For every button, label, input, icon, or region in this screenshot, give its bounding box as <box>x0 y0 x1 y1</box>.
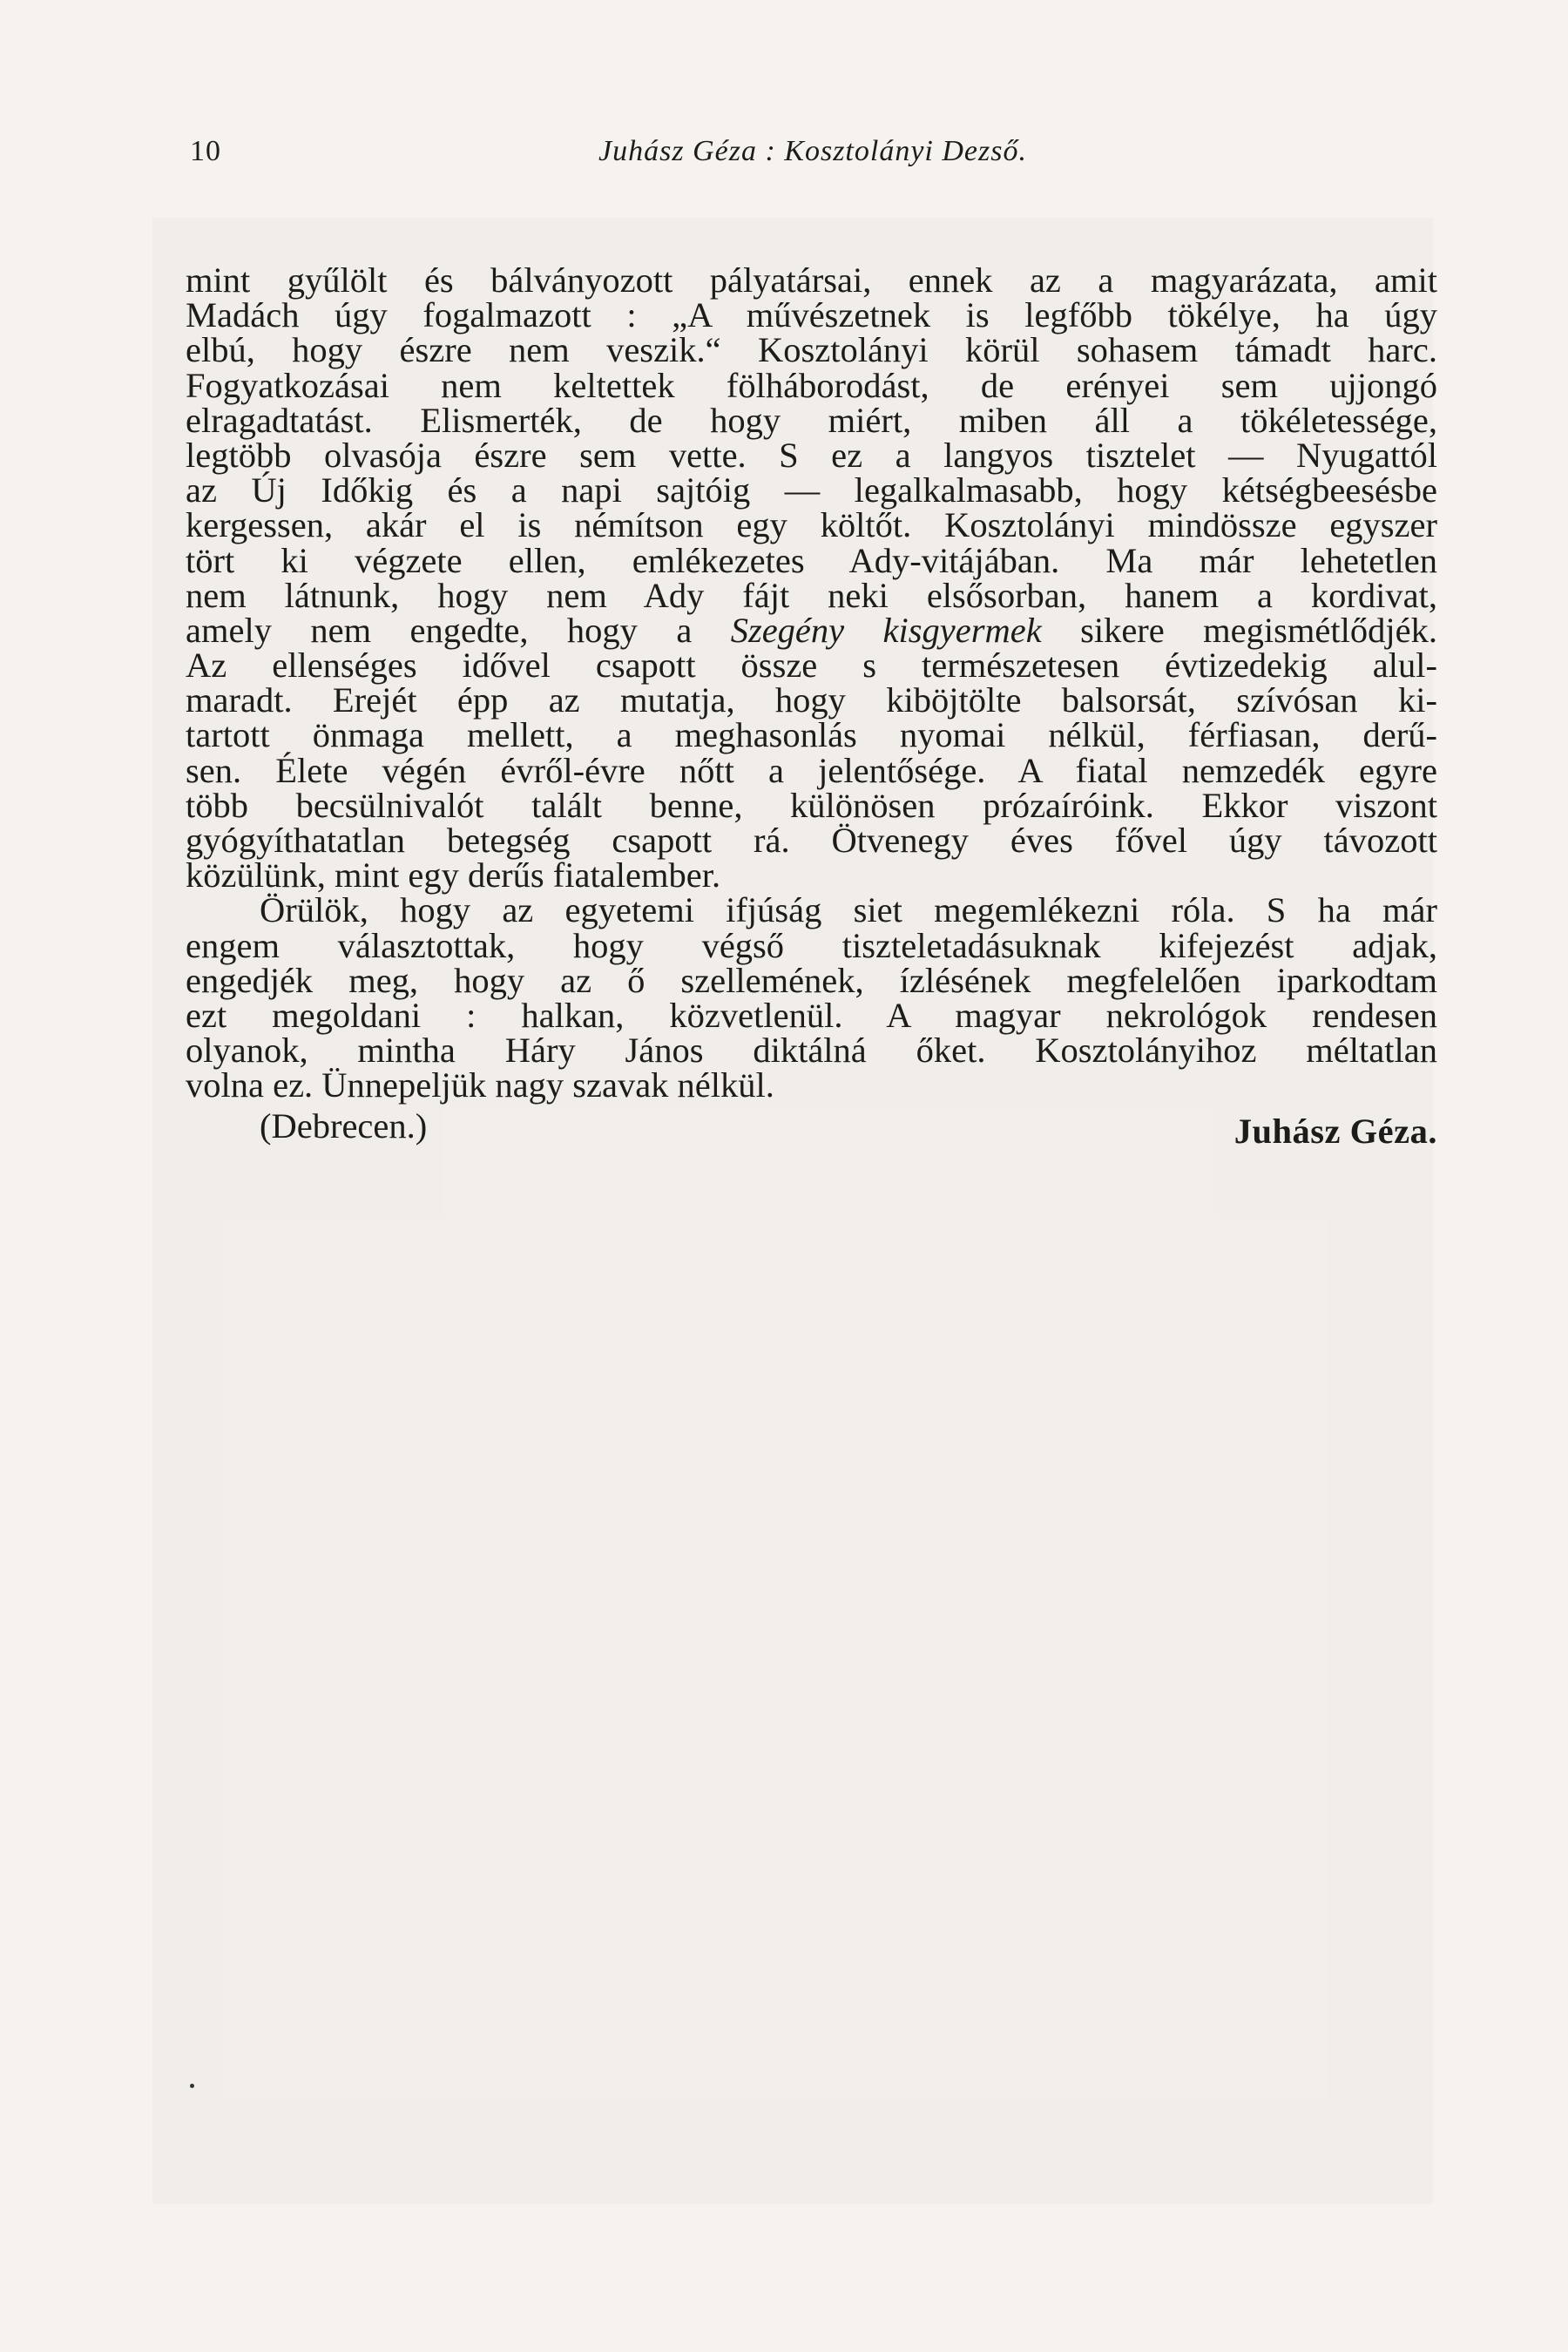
text-line: az Új Időkig és a napi sajtóig — legalkalmasabb, hogy kétségbeesésbe <box>186 470 1437 510</box>
text-line: gyógyíthatatlan betegség csapott rá. Ötvenegy éves fővel úgy távozott <box>186 821 1437 860</box>
text-line: engedjék meg, hogy az ő szellemének, ízlésének megfelelően iparkodtam <box>186 960 1437 1000</box>
article-body <box>186 260 1437 1151</box>
text-line: volna ez. Ünnepeljük nagy szavak nélkül. <box>186 1065 774 1105</box>
text-line: elragadtatást. Elismerték, de hogy miért, miben áll a tökéletessége, <box>186 400 1437 440</box>
text-line: tartott önmaga mellett, a meghasonlás nyomai nélkül, férfiasan, derű- <box>186 715 1437 755</box>
text-line: sen. Élete végén évről-évre nőtt a jelentősége. A fiatal nemzedék egyre <box>186 750 1437 790</box>
stray-mark <box>190 2084 194 2088</box>
text-line: tört ki végzete ellen, emlékezetes Ady-vitájában. Ma már lehetetlen <box>186 540 1437 580</box>
text-line: ezt megoldani : halkan, közvetlenül. A magyar nekrológok rendesen <box>186 995 1437 1035</box>
text-line: nem látnunk, hogy nem Ady fájt neki elsősorban, hanem a kordivat, <box>186 575 1437 615</box>
text-line: Fogyatkozásai nem keltettek fölháborodást, de erényei sem ujjongó <box>186 365 1437 405</box>
text-line: mint gyűlölt és bálványozott pályatársai, ennek az a magyarázata, amit <box>186 260 1437 300</box>
text-line: Az ellenséges idővel csapott össze s természetesen évtizedekig alul- <box>186 645 1437 686</box>
text-line: Örülök, hogy az egyetemi ifjúság siet megemlékezni róla. S ha már <box>260 890 1437 930</box>
text-line: kergessen, akár el is némítson egy költőt. Kosztolányi mindössze egyszer <box>186 505 1437 545</box>
page-header <box>190 135 1436 179</box>
text-line: több becsülnivalót talált benne, különösen prózaíróink. Ekkor viszont <box>186 785 1437 825</box>
text-line: közülünk, mint egy derűs fiatalember. <box>186 855 721 896</box>
text-line: elbú, hogy észre nem veszik.“ Kosztolányi körül sohasem támadt harc. <box>186 330 1437 370</box>
text-line: legtöbb olvasója észre sem vette. S ez a langyos tisztelet — Nyugattól <box>186 435 1437 475</box>
text-fragment: amely nem engedte, hogy a <box>186 610 731 650</box>
text-line-with-title <box>186 610 1437 650</box>
text-fragment: sikere megismétlődjék. <box>1041 610 1437 650</box>
text-line: engem választottak, hogy végső tiszteletadásuknak kifejezést adjak, <box>186 925 1437 965</box>
text-line: maradt. Erejét épp az mutatja, hogy kiböjtölte balsorsát, szívósan ki- <box>186 680 1437 720</box>
place-of-writing: (Debrecen.) <box>260 1105 428 1146</box>
text-line: Madách úgy fogalmazott : „A művészetnek is legfőbb tökélye, ha úgy <box>186 295 1437 335</box>
work-title: Szegény kisgyermek <box>730 610 1042 650</box>
page-number: 10 <box>190 135 221 167</box>
running-head: Juhász Géza : Kosztolányi Dezső. <box>598 135 1027 167</box>
closing-line <box>186 1104 1437 1151</box>
text-line: olyanok, mintha Háry János diktálná őket. Kosztolányihoz méltatlan <box>186 1031 1437 1071</box>
author-signature: Juhász Géza. <box>1233 1111 1437 1151</box>
